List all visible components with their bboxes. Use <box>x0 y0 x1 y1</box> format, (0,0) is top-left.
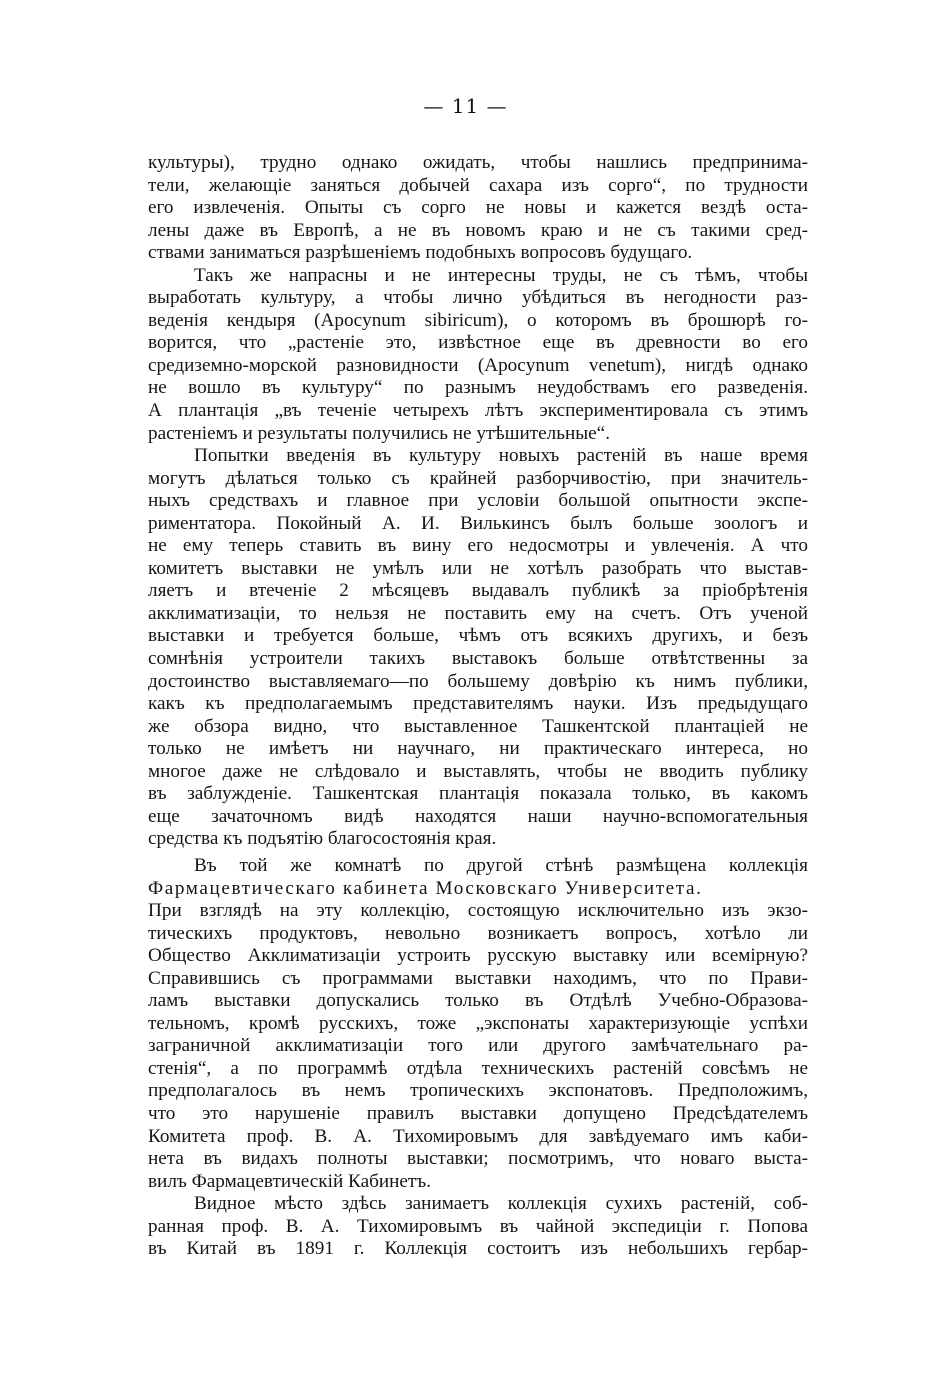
text-line: тели, желающіе заняться добычей сахара изъ сорго“, по трудности <box>148 174 808 196</box>
text-line: какъ къ предполагаемымъ представителямъ науки. Изъ предыдущаго <box>148 693 808 715</box>
text-line: Въ той же комнатѣ по другой стѣнѣ размѣщена коллекція <box>194 855 808 876</box>
text-line: ламъ выставки допускались только въ Отдѣлѣ Учебно-Образова- <box>148 990 808 1012</box>
text-line: выставки и требуется больше, чѣмъ отъ всякихъ другихъ, и безъ <box>148 625 808 647</box>
text-line: средиземно-морской разновидности (Apocynum venetum), нигдѣ однако <box>148 354 808 376</box>
text-line: Справившись съ программами выставки находимъ, что по Прави- <box>148 967 808 989</box>
text-line: лены даже въ Европѣ, а не въ новомъ краю и не съ такими сред- <box>148 219 808 241</box>
text-line: Общество Акклиматизаціи устроить русскую выставку или всемірную? <box>148 945 808 967</box>
text-line: ствами заниматься разрѣшеніемъ подобныхъ вопросовъ будущаго. <box>148 242 693 264</box>
text-line: А плантація „въ теченіе четырехъ лѣтъ экспериментировала съ этимъ <box>148 400 808 422</box>
text-line: ворится, что „растеніе это, извѣстное еще въ древности во его <box>148 332 808 354</box>
text-line: многое даже не слѣдовало и выставлять, чтобы не вводить публику <box>148 760 808 782</box>
text-line: тельномъ, кромѣ русскихъ, тоже „экспонаты характеризующіе успѣхи <box>148 1012 808 1034</box>
text-line: Комитета проф. В. А. Тихомировымъ для завѣдуемаго имъ каби- <box>148 1125 808 1147</box>
text-section-top <box>148 152 808 851</box>
text-line: нета въ видахъ полноты выставки; посмотримъ, что новаго выста- <box>148 1148 808 1170</box>
text-section-bottom <box>148 855 808 1261</box>
text-line: не вошло въ культуру“ по разнымъ неудобствамъ его разведенія. <box>148 377 808 399</box>
text-line: сомнѣнія устроители такихъ выставокъ больше отвѣтственны за <box>148 648 808 670</box>
text-line: достоинство выставляемаго—по большему довѣрію къ нимъ публики, <box>148 670 808 692</box>
text-line: стенія“, а по программѣ отдѣла техническихъ растеній совсѣмъ не <box>148 1057 808 1079</box>
text-line: предполагалось въ немъ тропическихъ экспонатовъ. Предположимъ, <box>148 1080 808 1102</box>
text-line: При взглядѣ на эту коллекцію, состоящую исключительно изъ экзо- <box>148 900 808 922</box>
text-line: Видное мѣсто здѣсь занимаетъ коллекція сухихъ растеній, соб- <box>194 1193 808 1215</box>
text-line: еще зачаточномъ видѣ находятся наши научно-вспомогательныя <box>148 805 808 827</box>
text-line: ныхъ средствахъ и главное при условіи большой опытности экспе- <box>148 490 808 512</box>
text-line: растеніемъ и результаты получились не утѣшительные“. <box>148 422 610 444</box>
text-line: культуры), трудно однако ожидать, чтобы нашлись предпринима- <box>148 152 808 173</box>
text-line: заграничной акклиматизаціи того или другого замѣчательнаго ра- <box>148 1035 808 1057</box>
text-line: Попытки введенія въ культуру новыхъ растеній въ наше время <box>194 445 808 467</box>
text-line: въ Китай въ 1891 г. Коллекція состоитъ изъ небольшихъ гербар- <box>148 1238 808 1260</box>
text-line: въ заблужденіе. Ташкентская плантація показала только, въ какомъ <box>148 783 808 805</box>
text-line: средства къ подъятію благосостоянія края. <box>148 828 497 850</box>
text-line: акклиматизаціи, то нельзя не поставить ему на счетъ. Отъ ученой <box>148 602 808 624</box>
text-line: комитетъ выставки не умѣлъ или не хотѣлъ разобрать что выстав- <box>148 557 808 579</box>
text-line: вилъ Фармацевтическій Кабинетъ. <box>148 1170 432 1192</box>
text-line: не ему теперь ставить въ вину его недосмотры и увлеченія. А что <box>148 535 808 557</box>
text-line: веденія кендыря (Apocynum sibiricum), о которомъ въ брошюрѣ го- <box>148 309 808 331</box>
page-number: — 11 — <box>423 94 508 118</box>
text-line: что это нарушеніе правилъ выставки допущено Предсѣдателемъ <box>148 1103 808 1125</box>
text-line: Такъ же напрасны и не интересны труды, не съ тѣмъ, чтобы <box>194 264 808 286</box>
text-line: только не имѣетъ ни научнаго, ни практическаго интереса, но <box>148 738 808 760</box>
text-line: Фармацевтическаго кабинета Московскаго Университета. <box>148 877 703 899</box>
text-line: его извлеченія. Опыты съ сорго не новы и кажется вездѣ оста- <box>148 197 808 219</box>
text-line: же обзора видно, что выставленное Ташкентской плантаціей не <box>148 715 808 737</box>
text-line: риментатора. Покойный А. И. Вилькинсъ былъ больше зоологъ и <box>148 512 808 534</box>
text-line: выработать культуру, а чтобы лично убѣдиться въ негодности раз- <box>148 287 808 309</box>
text-line: ляетъ и втеченіе 2 мѣсяцевъ выдавалъ публикѣ за пріобрѣтенія <box>148 580 808 602</box>
text-line: могутъ дѣлаться только съ крайней разборчивостію, при значитель- <box>148 467 808 489</box>
text-line: тическихъ продуктовъ, невольно возникаетъ вопросъ, хотѣло ли <box>148 922 808 944</box>
text-line: ранная проф. В. А. Тихомировымъ въ чайной экспедиціи г. Попова <box>148 1215 808 1237</box>
